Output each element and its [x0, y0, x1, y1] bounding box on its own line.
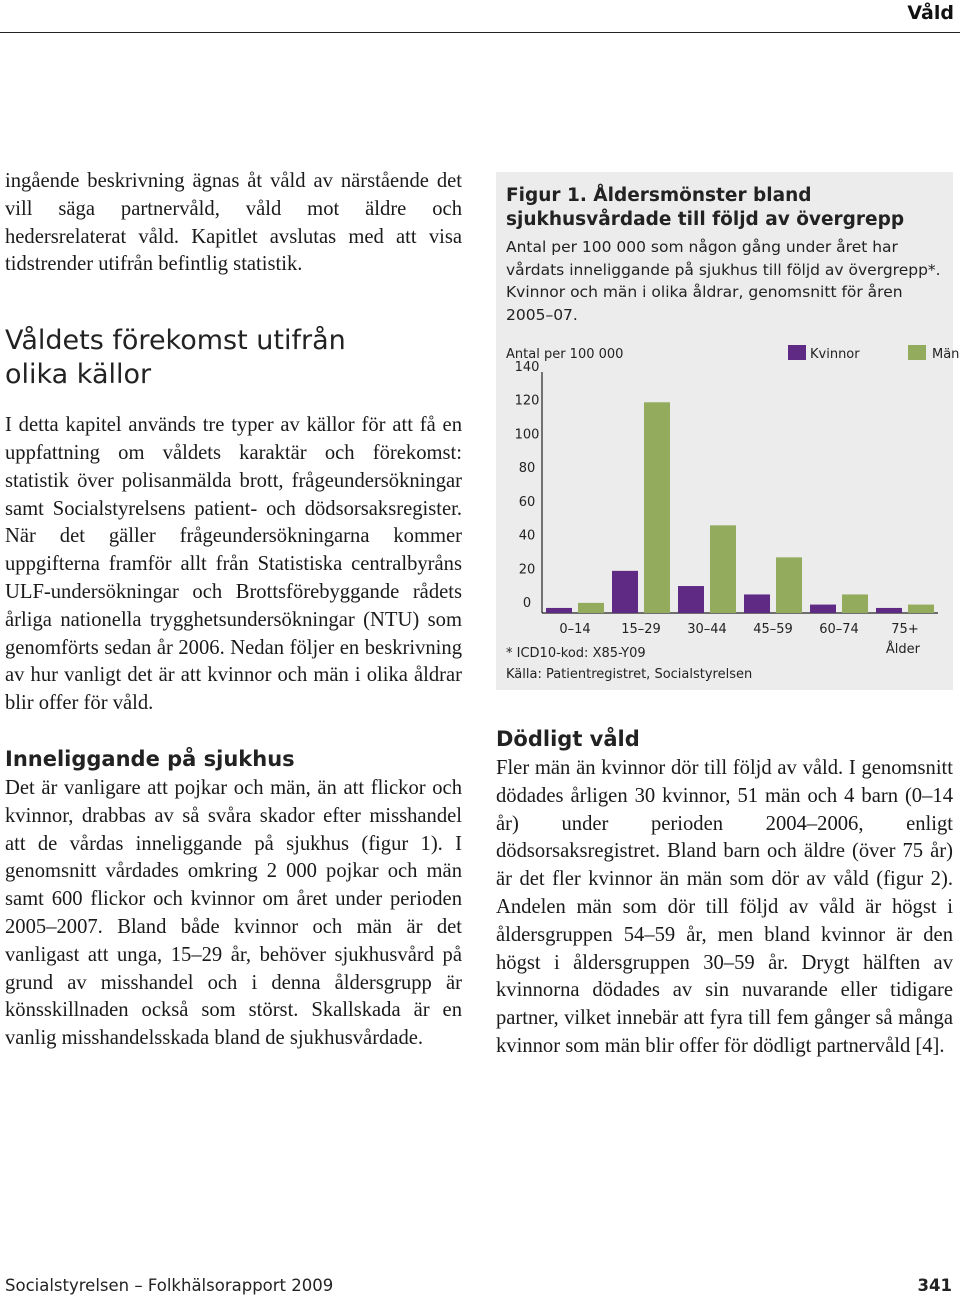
bar-kvinnor-5: [876, 608, 902, 613]
bar-män-1: [644, 402, 670, 613]
subsection-body-hospital: Det är vanligare att pojkar och män, än att flickor och kvinnor, drabbas av så svåra skador efter misshandel att de vårdas inneliggande på sjukhus (figur 1). I genomsnitt vårdades omkring 2 000 pojkar och män samt 600 flickor och kvinnor om året under perioden 2005–2007. Bland både kvinnor och män är det vanligast att unga, 15–29 år, behöver sjukhusvård på grund av misshandel och i denna åldersgrupp är könsskillnaden också som störst. Skallskada är en vanlig misshandelsskada bland de sjukhusvårdade.: [5, 776, 462, 1050]
y-tick-label: 60: [518, 494, 536, 510]
footer-publication: Socialstyrelsen – Folkhälsorapport 2009: [5, 1276, 334, 1295]
y-tick-label: 40: [518, 528, 536, 544]
bar-kvinnor-0: [546, 608, 572, 613]
legend-swatch-män: [908, 345, 926, 360]
page-number: 341: [917, 1276, 952, 1295]
x-tick-label: 75+: [891, 622, 919, 637]
legend-label-kvinnor: Kvinnor: [810, 347, 860, 362]
x-tick-label: 30–44: [687, 622, 727, 637]
figure-subtitle: Antal per 100 000 som någon gång under året har vårdats inneliggande på sjukhus till följd av övergrepp*. Kvinnor och män i olika åldrar, genomsnitt för åren 2005–07.: [506, 238, 941, 324]
left-column: [5, 168, 462, 1053]
legend-label-män: Män: [932, 347, 960, 362]
bar-chart: [496, 172, 960, 690]
bar-kvinnor-2: [678, 586, 704, 613]
chapter-header: [0, 0, 960, 33]
subsection-title-hospital: Inneliggande på sjukhus: [5, 746, 295, 771]
y-tick-label: 0: [522, 596, 532, 611]
y-tick-label: 100: [514, 427, 540, 443]
bar-kvinnor-4: [810, 605, 836, 613]
x-tick-label: 0–14: [559, 622, 591, 637]
x-tick-label: 15–29: [621, 622, 661, 637]
bar-män-2: [710, 525, 736, 613]
bar-män-4: [842, 594, 868, 613]
legend-swatch-kvinnor: [788, 345, 806, 360]
y-axis-label: Antal per 100 000: [506, 347, 624, 362]
figure-source: Källa: Patientregistret, Socialstyrelsen: [506, 667, 753, 682]
section-title: [5, 324, 462, 392]
bar-män-5: [908, 605, 934, 613]
x-tick-label: 45–59: [753, 622, 793, 637]
y-tick-label: 80: [518, 461, 536, 477]
section-title-line1: Våldets förekomst utifrån: [5, 325, 346, 357]
section-title-line2: olika källor: [5, 359, 152, 391]
y-tick-label: 20: [518, 562, 536, 578]
subsection-body-lethal: Fler män än kvinnor dör till följd av våld. I genomsnitt dödades årligen 30 kvinnor, 51 män och 4 barn (0–14 år) under perioden 2004–2006, enligt dödsorsaksregistret. Bland barn och äldre (över 75 år) är det fler kvinnor än män som dör av våld (figur 2). Andelen män som dör till följd av våld är högst i åldersgruppen 54–59 år, men bland kvinnor är den högst i åldersgruppen 30–59 år. Drygt hälften av kvinnorna dödades av sin nuvarande eller tidigare partner, vilket innebär att fyra till fem gånger så många kvinnor som män blir offer för dödligt partnervåld [4].: [496, 757, 953, 1057]
x-tick-label: 60–74: [819, 622, 859, 637]
bar-män-3: [776, 557, 802, 613]
figure-footnote: * ICD10-kod: X85-Y09: [506, 646, 646, 661]
figure-title: Figur 1. Åldersmönster bland sjukhusvårdade till följd av övergrepp: [506, 185, 905, 230]
y-tick-label: 120: [514, 393, 540, 409]
figure-1: [496, 172, 960, 690]
bar-kvinnor-1: [612, 571, 638, 613]
chapter-label: Våld: [907, 2, 954, 24]
bar-män-0: [578, 603, 604, 613]
y-tick-label: 140: [514, 360, 540, 375]
right-column: [496, 725, 953, 1061]
section-body: I detta kapitel används tre typer av källor för att få en uppfattning om våldets karaktär och förekomst: statistik över polisanmälda brott, frågeundersökningar samt Socialstyrelsens patient- och dödsorsaksregister. När det gäller frågeundersökningarna kommer uppgifterna framför allt från Statistiska centralbyråns ULF-undersökningar och Brottsförebyggande rådets årliga nationella trygghetsundersökningar (NTU) som genomförts sedan år 2006. Nedan följer en beskrivning av hur vanligt det är att kvinnor och män i olika åldrar blir offer för våld.: [5, 414, 462, 715]
bar-kvinnor-3: [744, 594, 770, 613]
x-axis-label: Ålder: [885, 642, 920, 657]
subsection-title-lethal: Dödligt våld: [496, 727, 640, 751]
intro-paragraph: ingående beskrivning ägnas åt våld av närstående det vill säga partnervåld, våld mot äldre och hedersrelaterat våld. Kapitlet avslutas med att visa tidstrender utifrån befintlig statistik.: [5, 170, 462, 276]
